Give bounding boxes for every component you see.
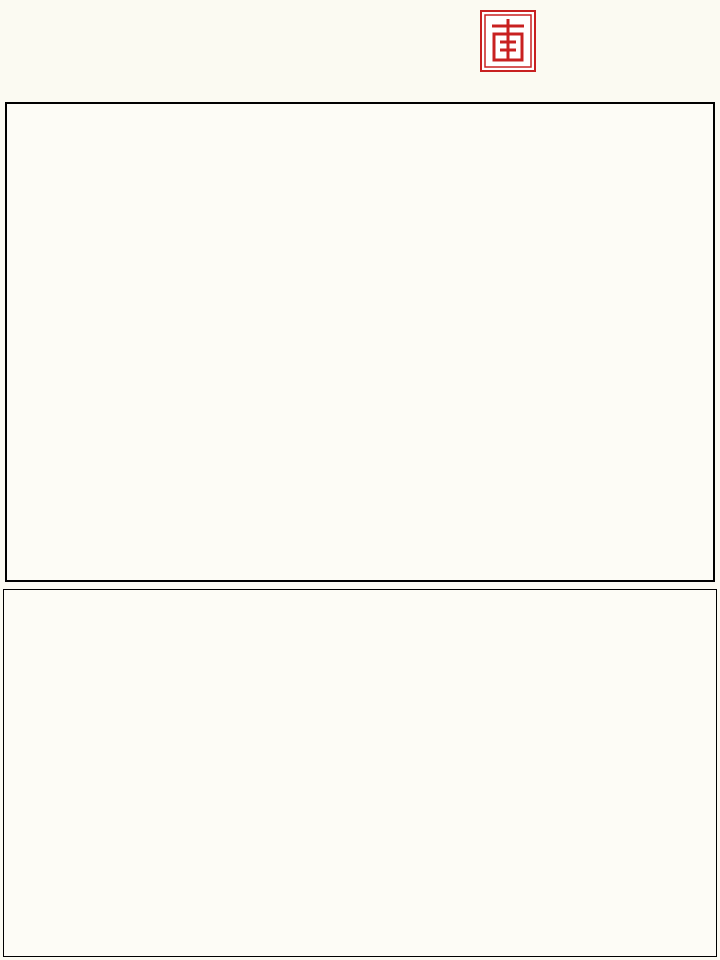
four-pillars-chart [5,102,715,582]
annual-luck-table [3,589,717,957]
header [0,0,720,100]
qr-code-icon [379,20,449,90]
seal-stamp [480,10,536,72]
